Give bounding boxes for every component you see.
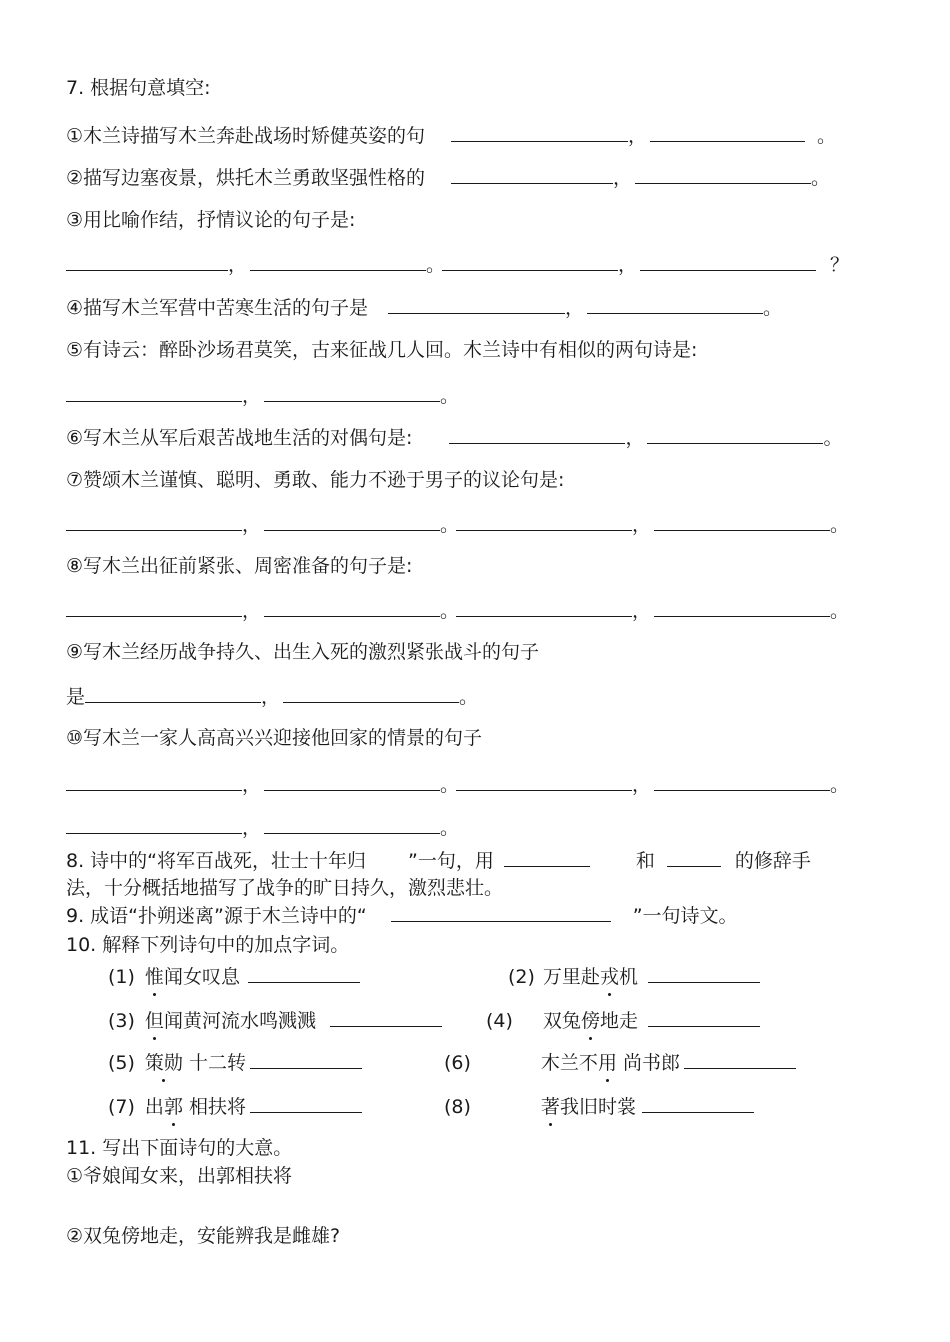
answer-blank[interactable] bbox=[66, 512, 242, 531]
answer-blank[interactable] bbox=[647, 425, 823, 444]
q7-item-10-answers-2: ， 。 bbox=[66, 815, 459, 840]
answer-blank[interactable] bbox=[248, 964, 360, 983]
answer-blank[interactable] bbox=[635, 165, 811, 184]
answer-blank[interactable] bbox=[283, 684, 459, 703]
q10-item-5: (5) 策勋 十二转 bbox=[108, 1050, 362, 1075]
answer-blank[interactable] bbox=[250, 1094, 362, 1113]
q7-item-8-answers: ， 。 ， 。 bbox=[66, 598, 849, 623]
answer-blank[interactable] bbox=[264, 598, 440, 617]
q10-item-8: (8) 著我旧时裳 bbox=[444, 1094, 754, 1119]
answer-blank[interactable] bbox=[504, 848, 590, 867]
q10-item-3: (3) 但闻黄河流水鸣溅溅 bbox=[108, 1008, 442, 1033]
answer-blank[interactable] bbox=[442, 252, 618, 271]
q10-title: 10. 解释下列诗句中的加点字词。 bbox=[66, 934, 350, 956]
q7-item-7-answers: ， 。 ， 。 bbox=[66, 512, 849, 537]
answer-blank[interactable] bbox=[66, 252, 228, 271]
q7-title: 7. 根据句意填空: bbox=[66, 77, 211, 99]
q7-item-5-label: ⑤有诗云：醉卧沙场君莫笑，古来征战几人回。木兰诗中有相似的两句诗是: bbox=[66, 339, 698, 361]
answer-blank[interactable] bbox=[640, 252, 816, 271]
q11-item-1: ①爷娘闻女来，出郭相扶将 bbox=[66, 1165, 293, 1187]
q7-item-6: ⑥写木兰从军后艰苦战地生活的对偶句是: ， 。 bbox=[66, 427, 843, 449]
q10-item-4: (4) 双兔傍地走 bbox=[486, 1008, 760, 1033]
answer-blank[interactable] bbox=[66, 598, 242, 617]
answer-blank[interactable] bbox=[264, 512, 440, 531]
q9: 9. 成语“扑朔迷离”源于木兰诗中的“ ”一句诗文。 bbox=[66, 905, 738, 927]
answer-blank[interactable] bbox=[451, 123, 628, 142]
q7-item-6-label: ⑥写木兰从军后艰苦战地生活的对偶句是: bbox=[66, 427, 413, 449]
answer-blank[interactable] bbox=[456, 512, 632, 531]
answer-blank[interactable] bbox=[250, 252, 426, 271]
answer-blank[interactable] bbox=[667, 848, 721, 867]
q10-item-1: (1) 惟闻女叹息 bbox=[108, 964, 360, 989]
answer-blank[interactable] bbox=[66, 772, 242, 791]
answer-blank[interactable] bbox=[264, 383, 440, 402]
answer-blank[interactable] bbox=[451, 165, 613, 184]
answer-blank[interactable] bbox=[456, 772, 632, 791]
answer-blank[interactable] bbox=[264, 772, 440, 791]
q7-item-4-label: ④描写木兰军营中苦寒生活的句子是 bbox=[66, 297, 369, 319]
q7-item-3-answers: ， 。 ， ？ bbox=[66, 252, 849, 277]
q7-item-5-answers: ， 。 bbox=[66, 383, 459, 408]
answer-blank[interactable] bbox=[449, 425, 625, 444]
q10-item-6: (6) 木兰不用 尚书郎 bbox=[444, 1050, 796, 1075]
answer-blank[interactable] bbox=[388, 295, 565, 314]
q11-title: 11. 写出下面诗句的大意。 bbox=[66, 1137, 293, 1159]
answer-blank[interactable] bbox=[587, 295, 763, 314]
q7-item-2: ②描写边塞夜景，烘托木兰勇敢坚强性格的 ， 。 bbox=[66, 167, 831, 189]
q7-item-8-label: ⑧写木兰出征前紧张、周密准备的句子是: bbox=[66, 555, 413, 577]
q8-line-1: 8. 诗中的“将军百战死，壮士十年归 ”一句，用 和 的修辞手 bbox=[66, 850, 811, 872]
answer-blank[interactable] bbox=[654, 772, 830, 791]
answer-blank[interactable] bbox=[684, 1050, 796, 1069]
q7-item-2-label: ②描写边塞夜景，烘托木兰勇敢坚强性格的 bbox=[66, 167, 426, 189]
q10-item-2: (2) 万里赴戎机 bbox=[508, 964, 760, 989]
answer-blank[interactable] bbox=[650, 123, 805, 142]
q7-item-9-label: ⑨写木兰经历战争持久、出生入死的激烈紧张战斗的句子 bbox=[66, 641, 540, 663]
q10-item-7: (7) 出郭 相扶将 bbox=[108, 1094, 362, 1119]
answer-blank[interactable] bbox=[648, 964, 760, 983]
answer-blank[interactable] bbox=[264, 815, 440, 834]
q7-item-7-label: ⑦赞颂木兰谨慎、聪明、勇敢、能力不逊于男子的议论句是: bbox=[66, 469, 565, 491]
q7-item-9-answers: 是 ， 。 bbox=[66, 686, 479, 708]
answer-blank[interactable] bbox=[654, 512, 830, 531]
q7-item-10-answers-1: ， 。 ， 。 bbox=[66, 772, 849, 797]
q8-line-2: 法，十分概括地描写了战争的旷日持久，激烈悲壮。 bbox=[66, 877, 504, 899]
q7-item-4: ④描写木兰军营中苦寒生活的句子是 ， 。 bbox=[66, 297, 783, 319]
answer-blank[interactable] bbox=[456, 598, 632, 617]
q7-item-1: ①木兰诗描写木兰奔赴战场时矫健英姿的句 ， 。 bbox=[66, 125, 837, 147]
answer-blank[interactable] bbox=[391, 903, 611, 922]
answer-blank[interactable] bbox=[66, 383, 242, 402]
answer-blank[interactable] bbox=[648, 1008, 760, 1027]
q7-item-1-label: ①木兰诗描写木兰奔赴战场时矫健英姿的句 bbox=[66, 125, 426, 147]
q7-item-10-label: ⑩写木兰一家人高高兴兴迎接他回家的情景的句子 bbox=[66, 727, 483, 749]
answer-blank[interactable] bbox=[642, 1094, 754, 1113]
answer-blank[interactable] bbox=[66, 815, 242, 834]
q11-item-2: ②双兔傍地走，安能辨我是雌雄? bbox=[66, 1225, 341, 1247]
answer-blank[interactable] bbox=[654, 598, 830, 617]
answer-blank[interactable] bbox=[85, 684, 261, 703]
answer-blank[interactable] bbox=[330, 1008, 442, 1027]
answer-blank[interactable] bbox=[250, 1050, 362, 1069]
q7-item-3-label: ③用比喻作结，抒情议论的句子是: bbox=[66, 209, 356, 231]
